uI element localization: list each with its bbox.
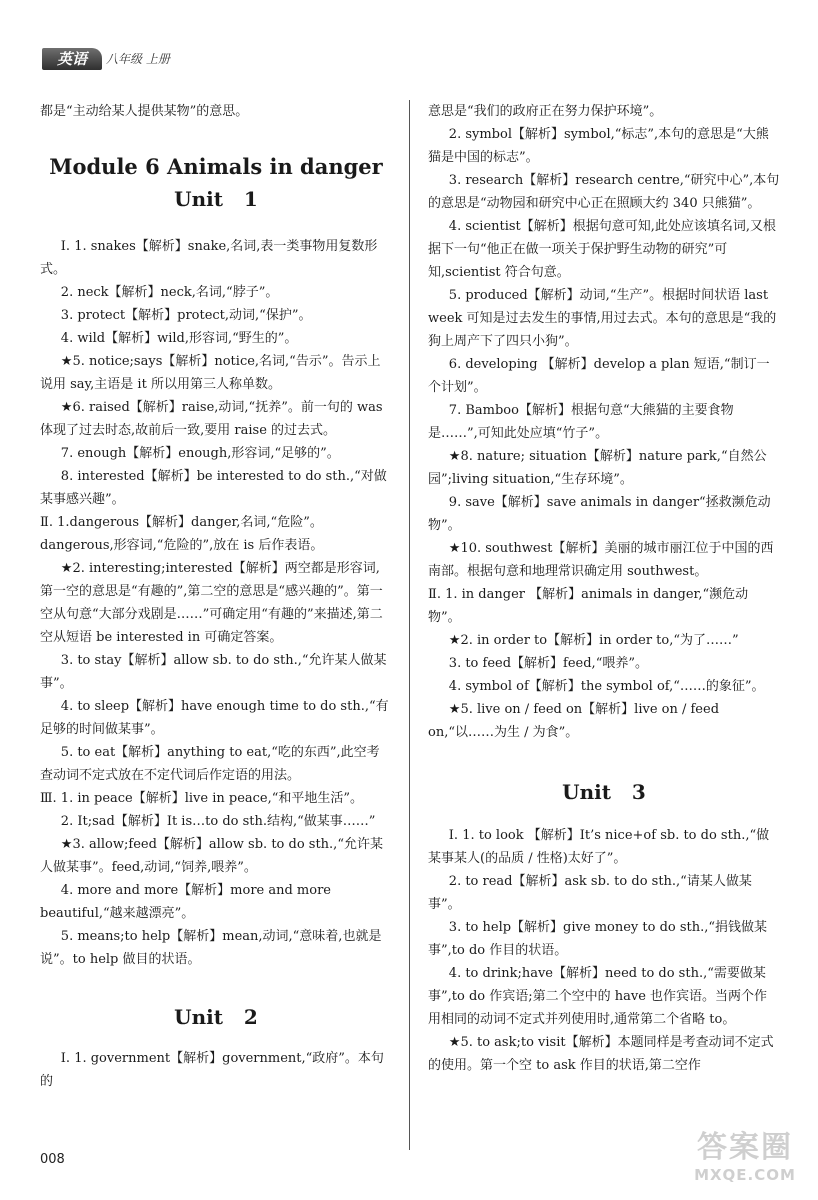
unit1-title: Unit 1 <box>174 187 258 211</box>
answer-item: ★2. in order to【解析】in order to,“为了……” <box>448 633 739 648</box>
answer-item: 2. neck【解析】neck,名词,“脖子”。 <box>60 285 279 300</box>
answer-item: ★5. notice;says【解析】notice,名词,“告示”。告示上说用 say,主语是 it 所以用第三人称单数。 <box>40 354 381 392</box>
intro-text: 都是“主动给某人提供某物”的意思。 <box>40 104 249 119</box>
answer-item: 6. developing 【解析】develop a plan 短语,“制订一个计划”。 <box>428 357 770 395</box>
answer-item: 意思是“我们的政府正在努力保护环境”。 <box>428 104 663 119</box>
answer-item: 4. more and more【解析】more and more beautiful,“越来越漂亮”。 <box>40 883 331 921</box>
answer-item: 3. to help【解析】give money to do sth.,“捐钱做某事”,to do 作目的状语。 <box>428 920 768 958</box>
answer-item: ★5. to ask;to visit【解析】本题同样是考查动词不定式的使用。第一个空 to ask 作目的状语,第二空作 <box>428 1035 774 1073</box>
answer-item: 5. to eat【解析】anything to eat,“吃的东西”,此空考查动词不定式放在不定代词后作定语的用法。 <box>40 745 380 783</box>
module-title: Module 6 Animals in danger <box>49 154 383 179</box>
column-divider <box>409 100 410 1150</box>
answer-item: 4. wild【解析】wild,形容词,“野生的”。 <box>60 331 298 346</box>
answer-item: 2. It;sad【解析】It is…to do sth.结构,“做某事……” <box>60 814 376 829</box>
unit2-title: Unit 2 <box>174 1005 258 1029</box>
answer-item: 2. symbol【解析】symbol,“标志”,本句的意思是“大熊猫是中国的标志”。 <box>428 127 769 165</box>
answer-item: 7. enough【解析】enough,形容词,“足够的”。 <box>60 446 340 461</box>
answer-item: ★5. live on / feed on【解析】live on / feed on,“以……为生 / 为食”。 <box>428 702 720 740</box>
answer-item: 2. to read【解析】ask sb. to do sth.,“请某人做某事”。 <box>428 874 752 912</box>
answer-item: Ⅰ. 1. snakes【解析】snake,名词,表一类事物用复数形式。 <box>40 239 378 277</box>
grade-label: 八年级 上册 <box>106 52 170 66</box>
left-column <box>40 100 392 1093</box>
answer-item: Ⅱ. 1. in danger 【解析】animals in danger,“濒危动物”。 <box>428 587 749 625</box>
right-column <box>428 100 780 1077</box>
answer-item: Ⅲ. 1. in peace【解析】live in peace,“和平地生活”。 <box>40 791 364 806</box>
answer-item: 9. save【解析】save animals in danger“拯救濒危动物”。 <box>428 495 771 533</box>
answer-item: 8. interested【解析】be interested to do sth.,“对做某事感兴趣”。 <box>40 469 387 507</box>
answer-item: ★3. allow;feed【解析】allow sb. to do sth.,“允许某人做某事”。feed,动词,“饲养,喂养”。 <box>40 837 383 875</box>
answer-item: Ⅰ. 1. government【解析】government,“政府”。本句的 <box>40 1051 384 1089</box>
answer-item: Ⅰ. 1. to look 【解析】It’s nice+of sb. to do sth.,“做某事某人(的品质 / 性格)太好了”。 <box>428 828 770 866</box>
answer-item: 3. protect【解析】protect,动词,“保护”。 <box>60 308 312 323</box>
answer-item: ★6. raised【解析】raise,动词,“抚养”。前一句的 was 体现了过去时态,故前后一致,要用 raise 的过去式。 <box>40 400 383 438</box>
unit3-title: Unit 3 <box>562 780 646 804</box>
answer-item: 4. symbol of【解析】the symbol of,“……的象征”。 <box>448 679 765 694</box>
answer-item: 7. Bamboo【解析】根据句意“大熊猫的主要食物是……”,可知此处应填“竹子”。 <box>428 403 734 441</box>
answer-item: ★2. interesting;interested【解析】两空都是形容词,第一空的意思是“有趣的”,第二空的意思是“感兴趣的”。第一空从句意“大部分戏剧是……”可确定用“有趣的”来描述,第二空从短语 be interested in 可确定答案。 <box>40 561 383 645</box>
answer-item: 5. means;to help【解析】mean,动词,“意味着,也就是说”。to help 做目的状语。 <box>40 929 382 967</box>
page-number: 008 <box>40 1152 65 1167</box>
answer-item: Ⅱ. 1.dangerous【解析】danger,名词,“危险”。dangerous,形容词,“危险的”,放在 is 后作表语。 <box>40 515 324 553</box>
watermark-url: MXQE.COM <box>694 1166 796 1184</box>
answer-item: 3. to feed【解析】feed,“喂养”。 <box>448 656 648 671</box>
answer-item: ★10. southwest【解析】美丽的城市丽江位于中国的西南部。根据句意和地理常识确定用 southwest。 <box>428 541 774 579</box>
watermark <box>686 1130 804 1192</box>
page-header <box>42 44 202 74</box>
answer-item: 3. research【解析】research centre,“研究中心”,本句的意思是“动物园和研究中心正在照顾大约 340 只熊猫”。 <box>428 173 780 211</box>
answer-item: 4. to sleep【解析】have enough time to do sth.,“有足够的时间做某事”。 <box>40 699 389 737</box>
subject-logo: 英语 <box>42 48 102 70</box>
answer-item: 4. to drink;have【解析】need to do sth.,“需要做某事”,to do 作宾语;第二个空中的 have 也作宾语。当两个作用相同的动词不定式并列使用时,通常第二个省略 to。 <box>428 966 768 1027</box>
answer-item: 3. to stay【解析】allow sb. to do sth.,“允许某人做某事”。 <box>40 653 387 691</box>
answer-item: 4. scientist【解析】根据句意可知,此处应该填名词,又根据下一句“他正在做一项关于保护野生动物的研究”可知,scientist 符合句意。 <box>428 219 777 280</box>
answer-item: 5. produced【解析】动词,“生产”。根据时间状语 last week 可知是过去发生的事情,用过去式。本句的意思是“我的狗上周产下了四只小狗”。 <box>428 288 777 349</box>
watermark-text: 答案圈 <box>697 1130 793 1165</box>
answer-item: ★8. nature; situation【解析】nature park,“自然公园”;living situation,“生存环境”。 <box>428 449 767 487</box>
